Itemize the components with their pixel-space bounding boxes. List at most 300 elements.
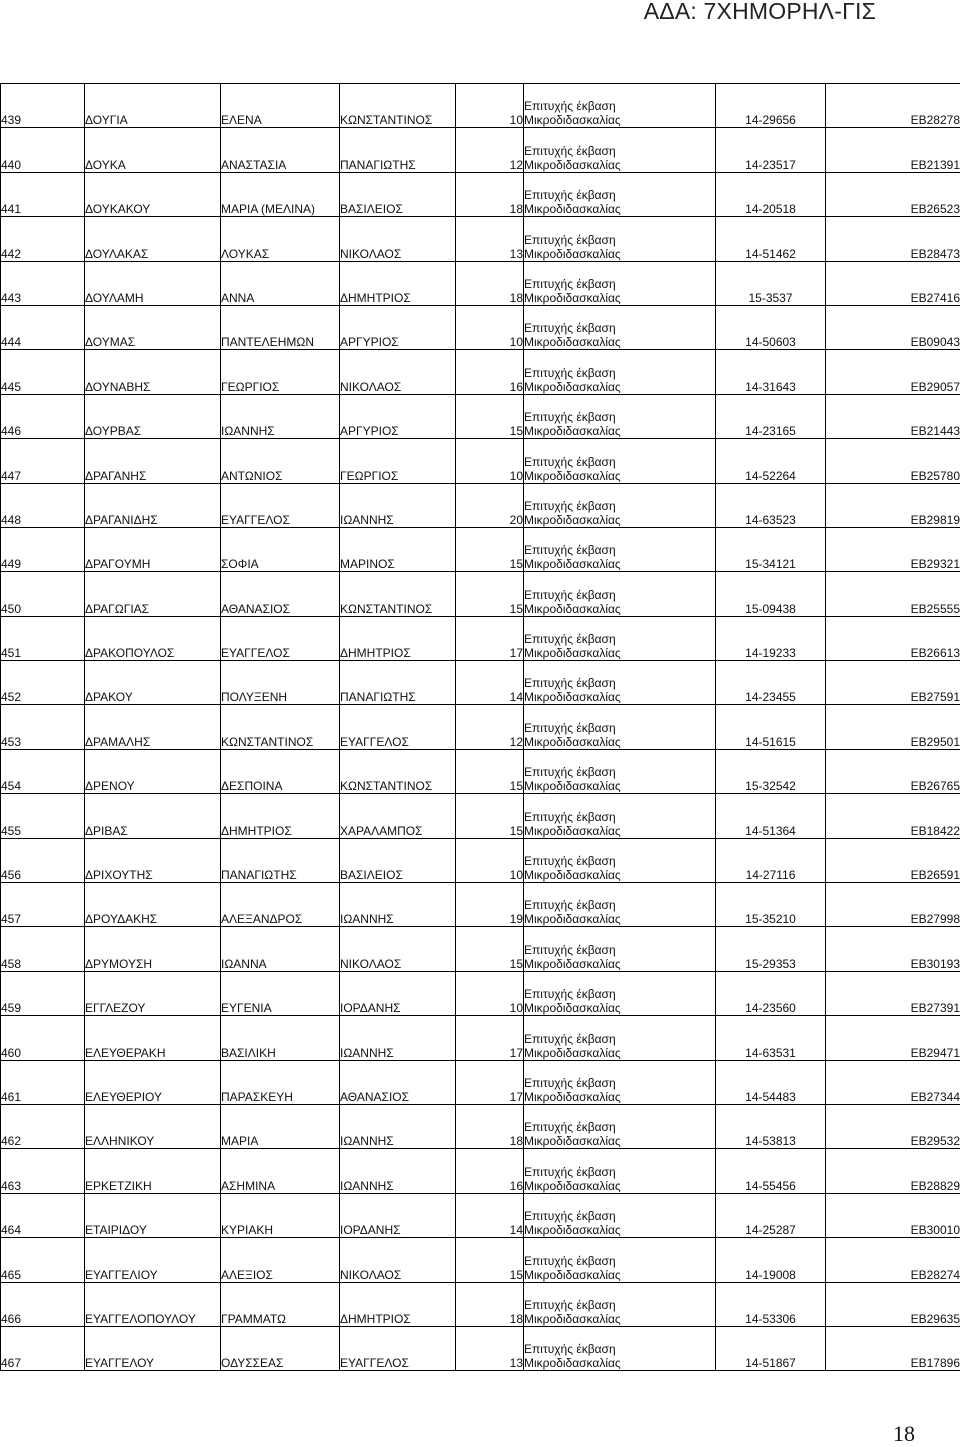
age-cell: 20 [456,483,524,527]
father-name-cell: ΕΥΑΓΓΕΛΟΣ [340,705,456,749]
father-name-cell: ΙΟΡΔΑΝΗΣ [340,971,456,1015]
surname-cell: ΔΡΑΓΩΓΙΑΣ [85,572,221,616]
result-cell [524,483,716,527]
father-name-cell: ΓΕΩΡΓΙΟΣ [340,439,456,483]
result-text: Επιτυχής έκβαση [524,1254,715,1268]
father-name-cell: ΝΙΚΟΛΑΟΣ [340,927,456,971]
name-cell: ΑΝΤΩΝΙΟΣ [221,439,340,483]
age-cell: 15 [456,394,524,438]
age-cell: 16 [456,350,524,394]
name-cell: ΔΕΣΠΟΙΝΑ [221,749,340,793]
name-cell: ΠΑΝΤΕΛΕΗΜΩΝ [221,305,340,349]
table-row [1,483,960,527]
row-number: 458 [1,927,85,971]
registration-cell: ΕΒ27391 [826,971,960,1015]
age-cell: 12 [456,128,524,172]
result-text: Μικροδιδασκαλίας [524,513,715,527]
name-cell: ΙΩΑΝΝΑ [221,927,340,971]
result-text: Μικροδιδασκαλίας [524,868,715,882]
code-cell: 15-3537 [716,261,826,305]
result-text: Επιτυχής έκβαση [524,1120,715,1134]
age-cell: 13 [456,217,524,261]
name-cell: ΕΥΓΕΝΙΑ [221,971,340,1015]
row-number: 456 [1,838,85,882]
age-cell: 10 [456,84,524,128]
registration-cell: ΕΒ29057 [826,350,960,394]
age-cell: 17 [456,1016,524,1060]
age-cell: 18 [456,261,524,305]
code-cell: 14-51867 [716,1326,826,1370]
age-cell: 16 [456,1149,524,1193]
result-text: Επιτυχής έκβαση [524,943,715,957]
result-cell [524,1104,716,1148]
name-cell: ΕΛΕΝΑ [221,84,340,128]
table-row [1,439,960,483]
registration-cell: ΕΒ26591 [826,838,960,882]
row-number: 450 [1,572,85,616]
name-cell: ΑΛΕΞΑΝΔΡΟΣ [221,883,340,927]
registration-cell: ΕΒ21391 [826,128,960,172]
surname-cell: ΕΛΕΥΘΕΡΑΚΗ [85,1016,221,1060]
father-name-cell: ΙΩΑΝΝΗΣ [340,483,456,527]
result-text: Μικροδιδασκαλίας [524,1268,715,1282]
surname-cell: ΔΡΟΥΔΑΚΗΣ [85,883,221,927]
surname-cell: ΔΟΥΡΒΑΣ [85,394,221,438]
father-name-cell: ΜΑΡΙΝΟΣ [340,527,456,571]
result-text: Επιτυχής έκβαση [524,1165,715,1179]
result-text: Μικροδιδασκαλίας [524,291,715,305]
age-cell: 15 [456,1238,524,1282]
surname-cell: ΔΡΑΓΑΝΗΣ [85,439,221,483]
age-cell: 10 [456,971,524,1015]
row-number: 467 [1,1326,85,1370]
registration-cell: ΕΒ25555 [826,572,960,616]
table-row [1,305,960,349]
table-row [1,261,960,305]
result-cell [524,927,716,971]
code-cell: 14-19233 [716,616,826,660]
surname-cell: ΔΡΥΜΟΥΣΗ [85,927,221,971]
registration-cell: ΕΒ27998 [826,883,960,927]
result-cell [524,394,716,438]
code-cell: 14-52264 [716,439,826,483]
age-cell: 15 [456,927,524,971]
result-cell [524,172,716,216]
father-name-cell: ΙΩΑΝΝΗΣ [340,1149,456,1193]
father-name-cell: ΔΗΜΗΤΡΙΟΣ [340,1282,456,1326]
result-text: Μικροδιδασκαλίας [524,1001,715,1015]
registration-cell: ΕΒ18422 [826,794,960,838]
result-text: Επιτυχής έκβαση [524,588,715,602]
registration-cell: ΕΒ17896 [826,1326,960,1370]
result-text: Επιτυχής έκβαση [524,99,715,113]
code-cell: 14-19008 [716,1238,826,1282]
table-row [1,1238,960,1282]
father-name-cell: ΠΑΝΑΓΙΩΤΗΣ [340,661,456,705]
table-row [1,84,960,128]
row-number: 445 [1,350,85,394]
code-cell: 14-63523 [716,483,826,527]
result-text: Μικροδιδασκαλίας [524,380,715,394]
result-text: Επιτυχής έκβαση [524,543,715,557]
table-row [1,616,960,660]
result-text: Μικροδιδασκαλίας [524,779,715,793]
code-cell: 14-29656 [716,84,826,128]
result-cell [524,705,716,749]
name-cell: ΛΟΥΚΑΣ [221,217,340,261]
surname-cell: ΔΡΑΚΟΠΟΥΛΟΣ [85,616,221,660]
father-name-cell: ΑΡΓΥΡΙΟΣ [340,305,456,349]
result-text: Επιτυχής έκβαση [524,277,715,291]
row-number: 466 [1,1282,85,1326]
result-text: Επιτυχής έκβαση [524,898,715,912]
result-cell [524,261,716,305]
row-number: 447 [1,439,85,483]
result-cell [524,883,716,927]
surname-cell: ΔΟΥΝΑΒΗΣ [85,350,221,394]
result-cell [524,1326,716,1370]
name-cell: ΓΕΩΡΓΙΟΣ [221,350,340,394]
registration-cell: ΕΒ29471 [826,1016,960,1060]
name-cell: ΔΗΜΗΤΡΙΟΣ [221,794,340,838]
registration-cell: ΕΒ30010 [826,1193,960,1237]
result-cell [524,305,716,349]
code-cell: 14-53306 [716,1282,826,1326]
table-body [1,84,960,1371]
registration-cell: ΕΒ27416 [826,261,960,305]
result-cell [524,1149,716,1193]
code-cell: 14-23517 [716,128,826,172]
surname-cell: ΔΟΥΛΑΜΗ [85,261,221,305]
code-cell: 14-23455 [716,661,826,705]
surname-cell: ΔΟΥΚΑ [85,128,221,172]
result-text: Επιτυχής έκβαση [524,810,715,824]
result-text: Επιτυχής έκβαση [524,233,715,247]
row-number: 439 [1,84,85,128]
surname-cell: ΔΡΑΚΟΥ [85,661,221,705]
father-name-cell: ΒΑΣΙΛΕΙΟΣ [340,838,456,882]
table-row [1,838,960,882]
result-text: Επιτυχής έκβαση [524,1032,715,1046]
result-text: Μικροδιδασκαλίας [524,1134,715,1148]
registration-cell: ΕΒ09043 [826,305,960,349]
age-cell: 14 [456,1193,524,1237]
name-cell: ΜΑΡΙΑ (ΜΕΛΙΝΑ) [221,172,340,216]
surname-cell: ΔΟΥΓΙΑ [85,84,221,128]
father-name-cell: ΧΑΡΑΛΑΜΠΟΣ [340,794,456,838]
registration-cell: ΕΒ21443 [826,394,960,438]
father-name-cell: ΝΙΚΟΛΑΟΣ [340,350,456,394]
table-row [1,1282,960,1326]
row-number: 455 [1,794,85,838]
result-text: Επιτυχής έκβαση [524,1076,715,1090]
result-text: Μικροδιδασκαλίας [524,1090,715,1104]
table-row [1,1149,960,1193]
table-row [1,527,960,571]
row-number: 451 [1,616,85,660]
result-text: Επιτυχής έκβαση [524,188,715,202]
result-text: Επιτυχής έκβαση [524,854,715,868]
result-cell [524,1282,716,1326]
surname-cell: ΔΟΥΜΑΣ [85,305,221,349]
result-cell [524,971,716,1015]
code-cell: 15-09438 [716,572,826,616]
code-cell: 14-55456 [716,1149,826,1193]
registration-cell: ΕΒ27344 [826,1060,960,1104]
result-cell [524,794,716,838]
surname-cell: ΔΡΑΓΑΝΙΔΗΣ [85,483,221,527]
father-name-cell: ΝΙΚΟΛΑΟΣ [340,1238,456,1282]
age-cell: 19 [456,883,524,927]
age-cell: 14 [456,661,524,705]
father-name-cell: ΠΑΝΑΓΙΩΤΗΣ [340,128,456,172]
table-row [1,217,960,261]
father-name-cell: ΙΩΑΝΝΗΣ [340,1016,456,1060]
row-number: 460 [1,1016,85,1060]
registration-cell: ΕΒ27591 [826,661,960,705]
result-text: Μικροδιδασκαλίας [524,646,715,660]
registration-cell: ΕΒ29819 [826,483,960,527]
father-name-cell: ΙΩΑΝΝΗΣ [340,883,456,927]
result-text: Μικροδιδασκαλίας [524,469,715,483]
row-number: 461 [1,1060,85,1104]
code-cell: 14-63531 [716,1016,826,1060]
name-cell: ΑΝΝΑ [221,261,340,305]
result-text: Μικροδιδασκαλίας [524,113,715,127]
code-cell: 15-29353 [716,927,826,971]
result-cell [524,1060,716,1104]
father-name-cell: ΝΙΚΟΛΑΟΣ [340,217,456,261]
row-number: 441 [1,172,85,216]
result-text: Μικροδιδασκαλίας [524,1046,715,1060]
father-name-cell: ΑΡΓΥΡΙΟΣ [340,394,456,438]
name-cell: ΓΡΑΜΜΑΤΩ [221,1282,340,1326]
surname-cell: ΕΡΚΕΤΖΙΚΗ [85,1149,221,1193]
table-row [1,1193,960,1237]
father-name-cell: ΕΥΑΓΓΕΛΟΣ [340,1326,456,1370]
registration-cell: ΕΒ28473 [826,217,960,261]
father-name-cell: ΙΩΑΝΝΗΣ [340,1104,456,1148]
table-row [1,661,960,705]
age-cell: 15 [456,794,524,838]
result-text: Επιτυχής έκβαση [524,987,715,1001]
registration-cell: ΕΒ25780 [826,439,960,483]
row-number: 442 [1,217,85,261]
registration-cell: ΕΒ29501 [826,705,960,749]
result-text: Μικροδιδασκαλίας [524,1223,715,1237]
code-cell: 14-51615 [716,705,826,749]
result-text: Επιτυχής έκβαση [524,765,715,779]
age-cell: 17 [456,616,524,660]
surname-cell: ΕΛΛΗΝΙΚΟΥ [85,1104,221,1148]
name-cell: ΑΛΕΞΙΟΣ [221,1238,340,1282]
code-cell: 14-51462 [716,217,826,261]
registration-cell: ΕΒ29635 [826,1282,960,1326]
name-cell: ΟΔΥΣΣΕΑΣ [221,1326,340,1370]
code-cell: 14-23560 [716,971,826,1015]
name-cell: ΙΩΑΝΝΗΣ [221,394,340,438]
surname-cell: ΕΥΑΓΓΕΛΙΟΥ [85,1238,221,1282]
father-name-cell: ΔΗΜΗΤΡΙΟΣ [340,616,456,660]
result-text: Μικροδιδασκαλίας [524,1312,715,1326]
row-number: 448 [1,483,85,527]
result-cell [524,1193,716,1237]
father-name-cell: ΔΗΜΗΤΡΙΟΣ [340,261,456,305]
ada-header: ΑΔΑ: 7ΧΗΜΟΡΗΛ-ΓΙΣ [644,0,876,25]
result-text: Επιτυχής έκβαση [524,499,715,513]
table-row [1,971,960,1015]
results-table [0,83,960,1371]
name-cell: ΜΑΡΙΑ [221,1104,340,1148]
table-row [1,705,960,749]
result-cell [524,1016,716,1060]
name-cell: ΚΩΝΣΤΑΝΤΙΝΟΣ [221,705,340,749]
result-cell [524,572,716,616]
surname-cell: ΔΡΙΒΑΣ [85,794,221,838]
father-name-cell: ΙΟΡΔΑΝΗΣ [340,1193,456,1237]
result-text: Μικροδιδασκαλίας [524,557,715,571]
age-cell: 12 [456,705,524,749]
row-number: 443 [1,261,85,305]
result-cell [524,217,716,261]
age-cell: 18 [456,172,524,216]
table-row [1,1016,960,1060]
result-text: Μικροδιδασκαλίας [524,1179,715,1193]
code-cell: 14-31643 [716,350,826,394]
registration-cell: ΕΒ28274 [826,1238,960,1282]
father-name-cell: ΚΩΝΣΤΑΝΤΙΝΟΣ [340,572,456,616]
age-cell: 15 [456,749,524,793]
result-text: Μικροδιδασκαλίας [524,335,715,349]
age-cell: 18 [456,1104,524,1148]
code-cell: 15-35210 [716,883,826,927]
name-cell: ΠΑΝΑΓΙΩΤΗΣ [221,838,340,882]
result-text: Επιτυχής έκβαση [524,1342,715,1356]
name-cell: ΕΥΑΓΓΕΛΟΣ [221,616,340,660]
surname-cell: ΔΡΕΝΟΥ [85,749,221,793]
table-row [1,128,960,172]
result-cell [524,661,716,705]
table-row [1,794,960,838]
table-row [1,927,960,971]
father-name-cell: ΚΩΝΣΤΑΝΤΙΝΟΣ [340,84,456,128]
result-cell [524,128,716,172]
result-text: Μικροδιδασκαλίας [524,424,715,438]
table-row [1,394,960,438]
table-row [1,1326,960,1370]
result-text: Μικροδιδασκαλίας [524,690,715,704]
name-cell: ΒΑΣΙΛΙΚΗ [221,1016,340,1060]
result-text: Μικροδιδασκαλίας [524,824,715,838]
result-cell [524,84,716,128]
name-cell: ΠΟΛΥΞΕΝΗ [221,661,340,705]
code-cell: 14-23165 [716,394,826,438]
age-cell: 18 [456,1282,524,1326]
row-number: 465 [1,1238,85,1282]
surname-cell: ΕΥΑΓΓΕΛΟΠΟΥΛΟΥ [85,1282,221,1326]
age-cell: 10 [456,439,524,483]
registration-cell: ΕΒ29321 [826,527,960,571]
result-text: Επιτυχής έκβαση [524,455,715,469]
surname-cell: ΕΛΕΥΘΕΡΙΟΥ [85,1060,221,1104]
row-number: 444 [1,305,85,349]
result-text: Επιτυχής έκβαση [524,1298,715,1312]
registration-cell: ΕΒ28829 [826,1149,960,1193]
surname-cell: ΔΡΑΜΑΛΗΣ [85,705,221,749]
row-number: 446 [1,394,85,438]
father-name-cell: ΑΘΑΝΑΣΙΟΣ [340,1060,456,1104]
table-row [1,883,960,927]
name-cell: ΠΑΡΑΣΚΕΥΗ [221,1060,340,1104]
result-text: Επιτυχής έκβαση [524,721,715,735]
code-cell: 14-50603 [716,305,826,349]
age-cell: 15 [456,572,524,616]
registration-cell: ΕΒ30193 [826,927,960,971]
age-cell: 10 [456,838,524,882]
surname-cell: ΕΥΑΓΓΕΛΟΥ [85,1326,221,1370]
registration-cell: ΕΒ26613 [826,616,960,660]
result-cell [524,1238,716,1282]
result-text: Μικροδιδασκαλίας [524,202,715,216]
name-cell: ΕΥΑΓΓΕΛΟΣ [221,483,340,527]
age-cell: 17 [456,1060,524,1104]
result-cell [524,350,716,394]
result-text: Επιτυχής έκβαση [524,366,715,380]
surname-cell: ΕΤΑΙΡΙΔΟΥ [85,1193,221,1237]
table-row [1,572,960,616]
name-cell: ΑΝΑΣΤΑΣΙΑ [221,128,340,172]
result-text: Επιτυχής έκβαση [524,676,715,690]
row-number: 457 [1,883,85,927]
registration-cell: ΕΒ29532 [826,1104,960,1148]
result-text: Μικροδιδασκαλίας [524,158,715,172]
age-cell: 13 [456,1326,524,1370]
result-text: Μικροδιδασκαλίας [524,957,715,971]
result-text: Μικροδιδασκαλίας [524,1356,715,1370]
row-number: 452 [1,661,85,705]
result-text: Επιτυχής έκβαση [524,632,715,646]
registration-cell: ΕΒ26523 [826,172,960,216]
result-text: Μικροδιδασκαλίας [524,912,715,926]
result-text: Επιτυχής έκβαση [524,1209,715,1223]
result-cell [524,527,716,571]
code-cell: 15-32542 [716,749,826,793]
result-cell [524,616,716,660]
code-cell: 14-25287 [716,1193,826,1237]
age-cell: 10 [456,305,524,349]
result-cell [524,439,716,483]
code-cell: 14-20518 [716,172,826,216]
code-cell: 15-34121 [716,527,826,571]
registration-cell: ΕΒ26765 [826,749,960,793]
row-number: 462 [1,1104,85,1148]
page-number: 18 [893,1421,915,1447]
surname-cell: ΔΡΙΧΟΥΤΗΣ [85,838,221,882]
table-row [1,172,960,216]
row-number: 454 [1,749,85,793]
name-cell: ΣΟΦΙΑ [221,527,340,571]
result-text: Επιτυχής έκβαση [524,321,715,335]
result-text: Μικροδιδασκαλίας [524,602,715,616]
code-cell: 14-27116 [716,838,826,882]
father-name-cell: ΒΑΣΙΛΕΙΟΣ [340,172,456,216]
surname-cell: ΔΟΥΚΑΚΟΥ [85,172,221,216]
result-text: Μικροδιδασκαλίας [524,735,715,749]
surname-cell: ΔΡΑΓΟΥΜΗ [85,527,221,571]
father-name-cell: ΚΩΝΣΤΑΝΤΙΝΟΣ [340,749,456,793]
result-text: Επιτυχής έκβαση [524,410,715,424]
code-cell: 14-54483 [716,1060,826,1104]
